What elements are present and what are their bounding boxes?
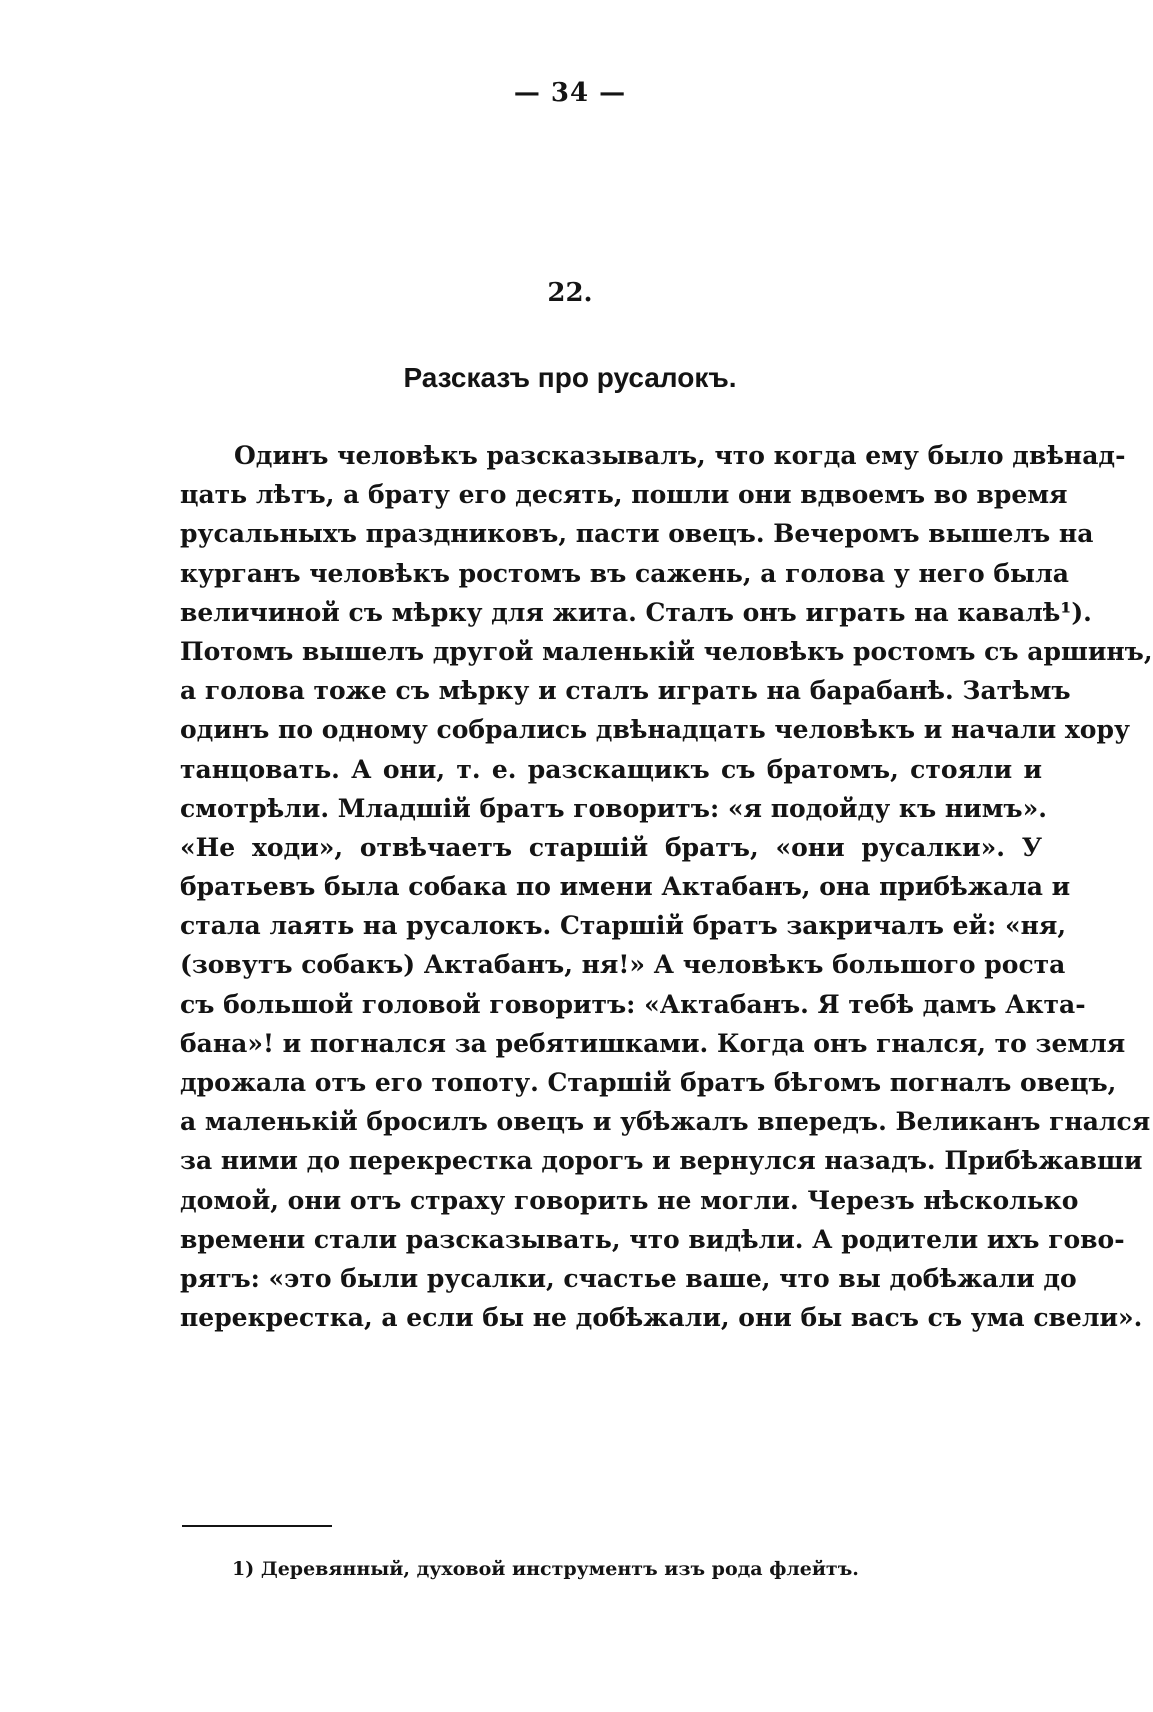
paragraph-line: танцовать. А они, т. е. разскащикъ съ братомъ, стояли и [180, 754, 1042, 784]
paragraph-line: одинъ по одному собрались двѣнадцать человѣкъ и начали хору [180, 715, 1130, 745]
paragraph-line: «Не ходи», отвѣчаетъ старшій братъ, «они русалки». У [180, 832, 1042, 862]
paragraph-line: смотрѣли. Младшій братъ говоритъ: «я подойду къ нимъ». [180, 793, 1047, 823]
paragraph-line: за ними до перекрестка дорогъ и вернулся назадъ. Прибѣжавши [180, 1146, 1143, 1176]
paragraph-line: перекрестка, а если бы не добѣжали, они бы васъ съ ума свели». [180, 1303, 1143, 1333]
footnote-divider [182, 1525, 332, 1527]
paragraph-line: рятъ: «это были русалки, счастье ваше, что вы добѣжали до [180, 1263, 1077, 1293]
section-title: Разсказъ про русалокъ. [403, 362, 737, 393]
paragraph-line: дрожала отъ его топоту. Старшій братъ бѣгомъ погналъ овецъ, [180, 1068, 1117, 1097]
paragraph-line: братьевъ была собака по имени Актабанъ, она прибѣжала и [180, 872, 1071, 902]
paragraph-line: бана»! и погнался за ребятишками. Когда онъ гнался, то земля [180, 1028, 1126, 1058]
paragraph-line: домой, они отъ страху говорить не могли. Черезъ нѣсколько [180, 1185, 1079, 1215]
paragraph-line: а маленькій бросилъ овецъ и убѣжалъ впередъ. Великанъ гнался [180, 1107, 1151, 1137]
paragraph-line: русальныхъ праздниковъ, пасти овецъ. Вечеромъ вышелъ на [180, 519, 1094, 549]
paragraph-line: цать лѣтъ, а брату его десять, пошли они вдвоемъ во время [180, 480, 1068, 510]
paragraph-line: а голова тоже съ мѣрку и сталъ играть на барабанѣ. Затѣмъ [180, 676, 1071, 706]
paragraph-line: съ большой головой говоритъ: «Актабанъ. Я тебѣ дамъ Акта- [180, 989, 1086, 1019]
paragraph-line: курганъ человѣкъ ростомъ въ сажень, а голова у него была [180, 558, 1069, 588]
page-number: — 34 — [513, 78, 627, 108]
paragraph-line: стала лаять на русалокъ. Старшій братъ закричалъ ей: «ня, [180, 911, 1067, 941]
footnote: 1) Деревянный, духовой инструментъ изъ рода флейтъ. [232, 1558, 859, 1580]
paragraph-line: Одинъ человѣкъ разсказывалъ, что когда ему было двѣнад- [234, 441, 1126, 470]
paragraph-line: времени стали разсказывать, что видѣли. А родители ихъ гово- [180, 1224, 1125, 1254]
story-paragraph [180, 436, 1153, 1337]
paragraph-line: Потомъ вышелъ другой маленькій человѣкъ ростомъ съ аршинъ, [180, 636, 1153, 666]
section-number: 22. [547, 278, 593, 308]
paragraph-line: (зовутъ собакъ) Актабанъ, ня!» А человѣкъ большого роста [180, 950, 1066, 980]
paragraph-line: величиной съ мѣрку для жита. Сталъ онъ играть на кавалѣ¹). [180, 597, 1092, 627]
